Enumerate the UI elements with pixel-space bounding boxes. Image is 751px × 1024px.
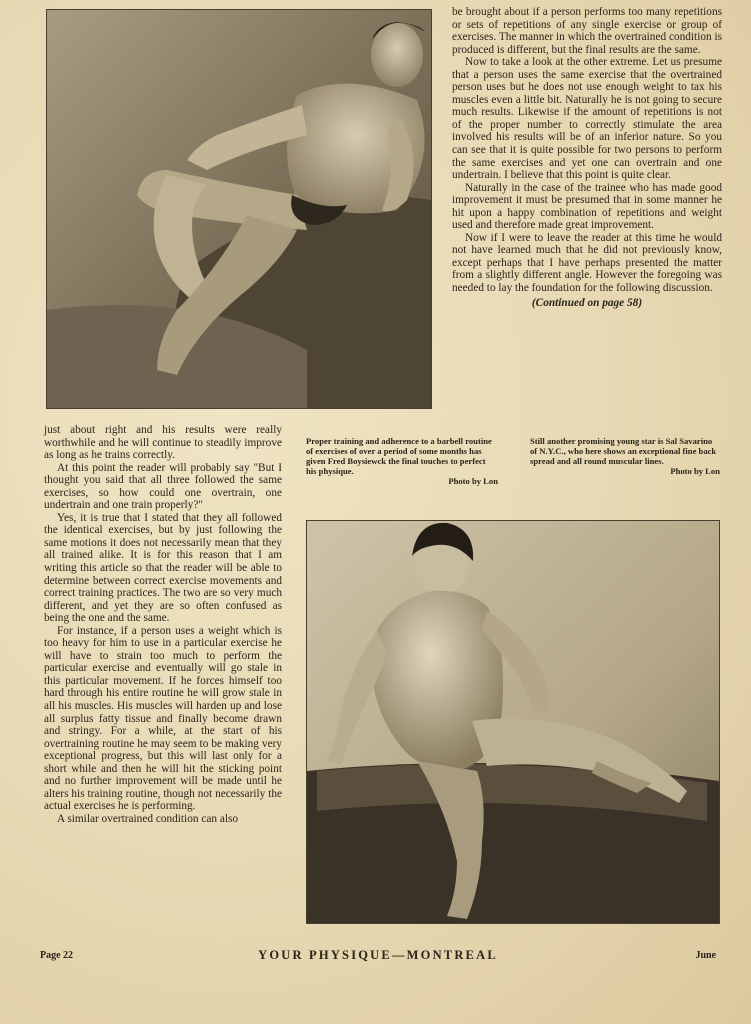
paragraph: A similar overtrained condition can also <box>57 812 239 825</box>
photo-credit: Photo by Lon <box>448 476 498 486</box>
article-column-left <box>44 424 282 826</box>
paragraph: For instance, if a person uses a weight which is too heavy for him to use in a particular exercise he will have to strain too much to perform the particular exercise and eventually will go stale in this particular movement. If he forces himself too hard through his entire routine he will grow stale in all his muscles. His muscles will harden up and lose all surplus fatty tissue and finally become drawn and stringy. For a while, at the start of his overtraining routine he may seem to be making very exceptional progress, but this will last only for a short while and then he will hit the sticking point and no further improvement will be made until he alters his training routine, though not necessarily the actual exercises he is performing. <box>44 624 282 813</box>
paragraph: Now if I were to leave the reader at this time he would not have learned much that he did not previously know, except perhaps that I have perhaps presented the matter from a slightly different angle. However the foregoing was needed to lay the foundation for the following discussion. <box>452 231 722 295</box>
page-number: Page 22 <box>40 950 74 961</box>
photo-back-pose-bodybuilder <box>306 520 720 924</box>
paragraph: Naturally in the case of the trainee who has made good improvement it must be presumed that in some manner he hit upon a happy combination of repetitions and weight used and therefore made great improvement. <box>452 181 722 232</box>
masthead: YOUR PHYSIQUE—MONTREAL <box>258 948 498 962</box>
paragraph: be brought about if a person performs too many repetitions or sets of repetitions of any single exercise or group of exercises. The manner in which the overtrained condition is produced is different, but the final results are the same. <box>452 6 722 56</box>
photo-credit: Photo by Lon <box>670 466 720 476</box>
photo-seated-bodybuilder <box>46 9 432 409</box>
paragraph: At this point the reader will probably say "But I thought you said that all three followed the same exercises, so how could one overtrain, one undertrain and one train properly?" <box>44 461 282 512</box>
caption-text: Still another promising young star is Sal Savarino of N.Y.C., who here shows an exceptional fine back spread and all round muscular lines. <box>530 436 717 466</box>
paragraph: Now to take a look at the other extreme. Let us presume that a person uses the same exercise that the overtrained person uses but he does not use enough weight to tax his muscles even a little bit. Naturally he is not going to secure much results. Likewise if the amount of repetitions is not of the proper number to correctly stimulate the area involved his results will be of an inferior nature. So you can see that it is quite possible for two persons to perform the same exercises and yet one can overtrain and one undertrain. I believe that this point is quite clear. <box>452 56 722 182</box>
continued-on-page: (Continued on page 58) <box>531 296 643 309</box>
paragraph: just about right and his results were really worthwhile and he will continue to steadily improve as long as he trains correctly. <box>44 424 282 462</box>
page-footer <box>40 948 716 964</box>
issue-month: June <box>695 950 716 961</box>
caption-text: Proper training and adherence to a barbell routine of exercises of over a period of some months has given Fred Boysiewck the final touches to perfect his physique. <box>306 436 492 476</box>
article-column-right-top <box>452 6 722 309</box>
photo-caption-left <box>306 436 498 486</box>
paragraph: Yes, it is true that I stated that they all followed the identical exercises, but by just following the same motions it does not necessarily mean that they all trained alike. It is for this reason that I am writing this article so that the reader will be able to determine between correct exercise movements and correct training practices. The two are so very much different, and yet they are so often confused as being the one and the same. <box>44 511 282 625</box>
photo-caption-right <box>530 436 720 476</box>
